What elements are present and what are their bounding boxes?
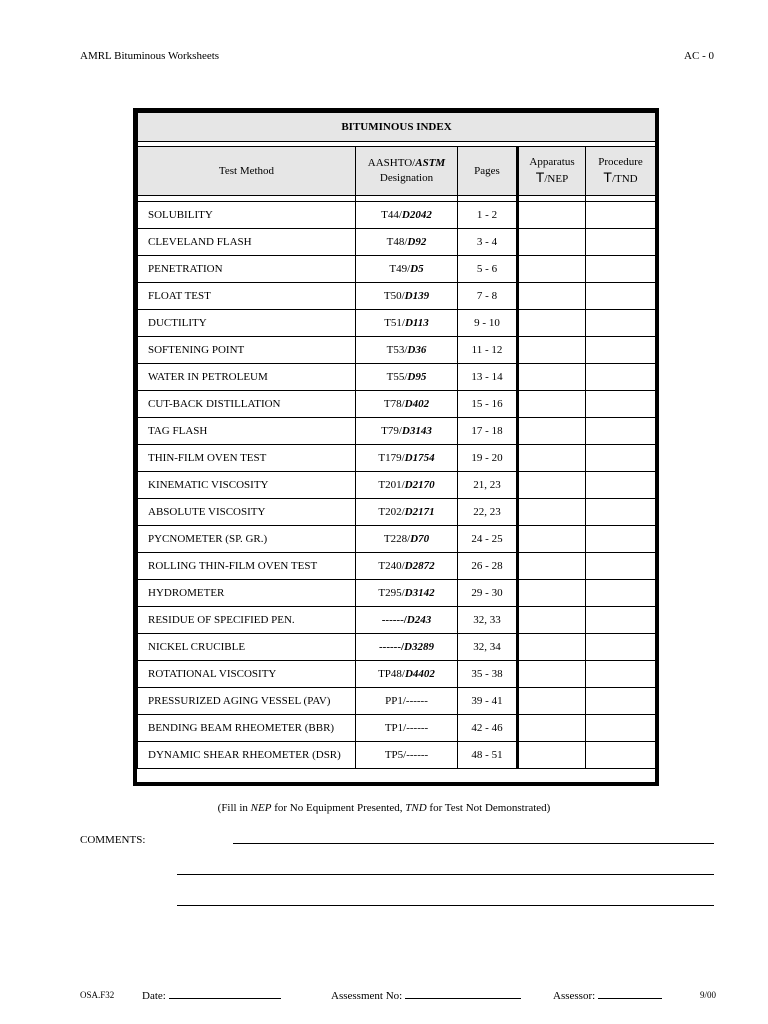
procedure-cell[interactable] [586, 553, 656, 580]
test-method-cell: KINEMATIC VISCOSITY [138, 472, 356, 499]
designation-cell [356, 715, 458, 742]
apparatus-cell[interactable] [518, 256, 586, 283]
aashto-designation: TP1/------ [384, 722, 429, 734]
pages-cell: 35 - 38 [458, 661, 518, 688]
comments-line-1[interactable] [233, 843, 714, 844]
designation-cell [356, 364, 458, 391]
procedure-cell[interactable] [586, 661, 656, 688]
test-method-cell: PRESSURIZED AGING VESSEL (PAV) [138, 688, 356, 715]
procedure-cell[interactable] [586, 202, 656, 229]
note-text: for Test Not Demonstrated) [426, 802, 551, 814]
procedure-cell[interactable] [586, 283, 656, 310]
designation-cell [356, 580, 458, 607]
procedure-cell[interactable] [586, 337, 656, 364]
aashto-designation: T240/ [378, 560, 405, 572]
table-row [138, 661, 656, 688]
astm-designation: D402 [404, 398, 430, 410]
assessment-no-blank[interactable] [405, 988, 521, 999]
designation-cell [356, 661, 458, 688]
table-row [138, 499, 656, 526]
aashto-designation: T51/ [384, 317, 405, 329]
note-text: (Fill in [217, 802, 251, 814]
apparatus-cell[interactable] [518, 364, 586, 391]
comments-line-3[interactable] [177, 905, 714, 906]
test-method-cell: FLOAT TEST [138, 283, 356, 310]
test-method-cell: DUCTILITY [138, 310, 356, 337]
astm-designation: D2170 [404, 479, 435, 491]
test-method-cell: ABSOLUTE VISCOSITY [138, 499, 356, 526]
astm-designation: D2042 [401, 209, 432, 221]
astm-designation: D139 [404, 290, 430, 302]
astm-designation: D4402 [404, 668, 435, 680]
procedure-label: Procedure [598, 156, 643, 168]
procedure-tnd: /TND [611, 173, 638, 185]
test-method-cell: THIN-FILM OVEN TEST [138, 445, 356, 472]
pages-cell: 3 - 4 [458, 229, 518, 256]
assessor-blank[interactable] [598, 988, 662, 999]
astm-designation: D36 [407, 344, 427, 356]
apparatus-nep: /NEP [544, 173, 569, 185]
pages-cell: 32, 33 [458, 607, 518, 634]
designation-cell [356, 742, 458, 769]
procedure-cell[interactable] [586, 607, 656, 634]
procedure-cell[interactable] [586, 256, 656, 283]
test-method-cell: BENDING BEAM RHEOMETER (BBR) [138, 715, 356, 742]
pages-cell: 19 - 20 [458, 445, 518, 472]
test-method-cell: HYDROMETER [138, 580, 356, 607]
aashto-designation: ------/ [379, 641, 405, 653]
procedure-cell[interactable] [586, 526, 656, 553]
pages-cell: 9 - 10 [458, 310, 518, 337]
apparatus-cell[interactable] [518, 634, 586, 661]
procedure-cell[interactable] [586, 688, 656, 715]
table-row [138, 472, 656, 499]
apparatus-cell[interactable] [518, 688, 586, 715]
form-number: OSA.F32 [80, 990, 115, 1000]
aashto-designation: T53/ [386, 344, 408, 356]
apparatus-cell[interactable] [518, 499, 586, 526]
table-row [138, 202, 656, 229]
apparatus-cell[interactable] [518, 661, 586, 688]
table-row [138, 580, 656, 607]
test-method-cell: CLEVELAND FLASH [138, 229, 356, 256]
revision-date: 9/00 [700, 990, 717, 1000]
apparatus-cell[interactable] [518, 202, 586, 229]
pages-cell: 17 - 18 [458, 418, 518, 445]
pages-cell: 5 - 6 [458, 256, 518, 283]
designation-cell [356, 688, 458, 715]
table-row [138, 607, 656, 634]
apparatus-cell[interactable] [518, 283, 586, 310]
apparatus-cell[interactable] [518, 337, 586, 364]
designation-cell [356, 634, 458, 661]
pages-cell: 42 - 46 [458, 715, 518, 742]
aashto-designation: T295/ [378, 587, 405, 599]
pages-cell: 48 - 51 [458, 742, 518, 769]
procedure-cell[interactable] [586, 472, 656, 499]
pages-cell: 7 - 8 [458, 283, 518, 310]
apparatus-cell[interactable] [518, 310, 586, 337]
assessor-label: Assessor: [553, 990, 596, 1002]
apparatus-cell[interactable] [518, 553, 586, 580]
astm-designation: D3289 [404, 641, 434, 653]
test-method-cell: ROTATIONAL VISCOSITY [138, 661, 356, 688]
table-row [138, 229, 656, 256]
pages-cell: 13 - 14 [458, 364, 518, 391]
table-row [138, 553, 656, 580]
assessment-no-field [331, 988, 521, 1002]
test-method-cell: WATER IN PETROLEUM [138, 364, 356, 391]
fill-in-note [0, 802, 768, 814]
test-method-cell: SOLUBILITY [138, 202, 356, 229]
astm-designation: D1754 [404, 452, 435, 464]
procedure-cell[interactable] [586, 364, 656, 391]
test-method-cell: NICKEL CRUCIBLE [138, 634, 356, 661]
test-method-cell: DYNAMIC SHEAR RHEOMETER (DSR) [138, 742, 356, 769]
apparatus-cell[interactable] [518, 229, 586, 256]
aashto-designation: T228/ [383, 533, 411, 545]
table-row [138, 742, 656, 769]
col-header-designation [356, 147, 458, 196]
comments-label: COMMENTS: [80, 834, 146, 846]
astm-designation: D243 [406, 614, 432, 626]
apparatus-cell[interactable] [518, 526, 586, 553]
aashto-designation: T44/ [381, 209, 402, 221]
table-row [138, 688, 656, 715]
apparatus-cell[interactable] [518, 607, 586, 634]
designation-cell [356, 499, 458, 526]
procedure-cell[interactable] [586, 229, 656, 256]
col-header-pages: Pages [458, 147, 518, 196]
aashto-designation: T49/ [389, 263, 411, 275]
test-method-cell: PYCNOMETER (SP. GR.) [138, 526, 356, 553]
table-row [138, 634, 656, 661]
designation-cell [356, 310, 458, 337]
apparatus-cell[interactable] [518, 742, 586, 769]
assessment-no-label: Assessment No: [331, 990, 403, 1002]
table-row [138, 445, 656, 472]
bituminous-index-table [133, 108, 659, 786]
designation-cell [356, 472, 458, 499]
header-page-code: AC - 0 [684, 50, 714, 62]
header-title: AMRL Bituminous Worksheets [80, 50, 220, 62]
test-method-cell: PENETRATION [138, 256, 356, 283]
table-row [138, 337, 656, 364]
table-row [138, 310, 656, 337]
col-header-apparatus [518, 147, 586, 196]
col-header-test-method: Test Method [138, 147, 356, 196]
aashto-designation: T55/ [386, 371, 408, 383]
apparatus-label: Apparatus [529, 156, 575, 168]
comments-line-2[interactable] [177, 874, 714, 875]
pages-cell: 22, 23 [458, 499, 518, 526]
astm-designation: D70 [410, 533, 430, 545]
pages-cell: 1 - 2 [458, 202, 518, 229]
procedure-cell[interactable] [586, 391, 656, 418]
aashto-designation: PP1/------ [385, 695, 428, 707]
designation-cell [356, 553, 458, 580]
table-row [138, 283, 656, 310]
aashto-designation: T179/ [378, 452, 405, 464]
pages-cell: 24 - 25 [458, 526, 518, 553]
aashto-designation: T48/ [386, 236, 408, 248]
note-tnd: TND [405, 802, 427, 814]
date-blank[interactable] [169, 988, 281, 999]
apparatus-cell[interactable] [518, 418, 586, 445]
designation-cell [356, 337, 458, 364]
pages-cell: 15 - 16 [458, 391, 518, 418]
designation-cell [356, 418, 458, 445]
aashto-designation: T50/ [383, 290, 405, 302]
procedure-cell[interactable] [586, 418, 656, 445]
designation-cell [356, 283, 458, 310]
procedure-cell[interactable] [586, 310, 656, 337]
apparatus-cell[interactable] [518, 472, 586, 499]
test-method-cell: SOFTENING POINT [138, 337, 356, 364]
note-text: for No Equipment Presented, [271, 802, 406, 814]
pages-cell: 11 - 12 [458, 337, 518, 364]
astm-label: ASTM [415, 157, 446, 169]
table-row [138, 364, 656, 391]
procedure-t-mark: T [603, 169, 612, 185]
apparatus-cell[interactable] [518, 445, 586, 472]
designation-cell [356, 391, 458, 418]
procedure-cell[interactable] [586, 580, 656, 607]
aashto-designation: TP5/------ [384, 749, 429, 761]
designation-cell [356, 202, 458, 229]
designation-cell [356, 256, 458, 283]
table-row [138, 391, 656, 418]
table-title: BITUMINOUS INDEX [138, 113, 656, 142]
table-row [138, 715, 656, 742]
aashto-designation: T78/ [383, 398, 405, 410]
designation-cell [356, 445, 458, 472]
designation-cell [356, 526, 458, 553]
date-field [142, 988, 281, 1002]
aashto-designation: T202/ [378, 506, 405, 518]
table-row [138, 256, 656, 283]
aashto-designation: TP48/ [378, 668, 405, 680]
apparatus-cell[interactable] [518, 580, 586, 607]
apparatus-cell[interactable] [518, 715, 586, 742]
test-method-cell: ROLLING THIN-FILM OVEN TEST [138, 553, 356, 580]
aashto-designation: T79/ [381, 425, 402, 437]
col-header-procedure [586, 147, 656, 196]
designation-cell [356, 607, 458, 634]
procedure-cell[interactable] [586, 742, 656, 769]
astm-designation: D113 [404, 317, 429, 329]
pages-cell: 39 - 41 [458, 688, 518, 715]
test-method-cell: CUT-BACK DISTILLATION [138, 391, 356, 418]
designation-label: Designation [379, 172, 434, 184]
aashto-designation: T201/ [378, 479, 405, 491]
astm-designation: D95 [407, 371, 427, 383]
table-row [138, 526, 656, 553]
designation-cell [356, 229, 458, 256]
pages-cell: 32, 34 [458, 634, 518, 661]
apparatus-cell[interactable] [518, 391, 586, 418]
astm-designation: D2171 [404, 506, 435, 518]
test-method-cell: TAG FLASH [138, 418, 356, 445]
procedure-cell[interactable] [586, 634, 656, 661]
astm-designation: D3142 [404, 587, 435, 599]
procedure-cell[interactable] [586, 445, 656, 472]
procedure-cell[interactable] [586, 715, 656, 742]
astm-designation: D3143 [401, 425, 432, 437]
apparatus-t-mark: T [535, 169, 545, 185]
assessor-field [553, 988, 662, 1002]
pages-cell: 26 - 28 [458, 553, 518, 580]
aashto-designation: ------/ [381, 614, 407, 626]
astm-designation: D2872 [404, 560, 435, 572]
test-method-cell: RESIDUE OF SPECIFIED PEN. [138, 607, 356, 634]
pages-cell: 21, 23 [458, 472, 518, 499]
astm-designation: D92 [407, 236, 427, 248]
procedure-cell[interactable] [586, 499, 656, 526]
astm-designation: D5 [410, 263, 424, 275]
date-label: Date: [142, 990, 166, 1002]
pages-cell: 29 - 30 [458, 580, 518, 607]
note-nep: NEP [250, 802, 272, 814]
table-row [138, 418, 656, 445]
aashto-label: AASHTO/ [367, 157, 416, 169]
